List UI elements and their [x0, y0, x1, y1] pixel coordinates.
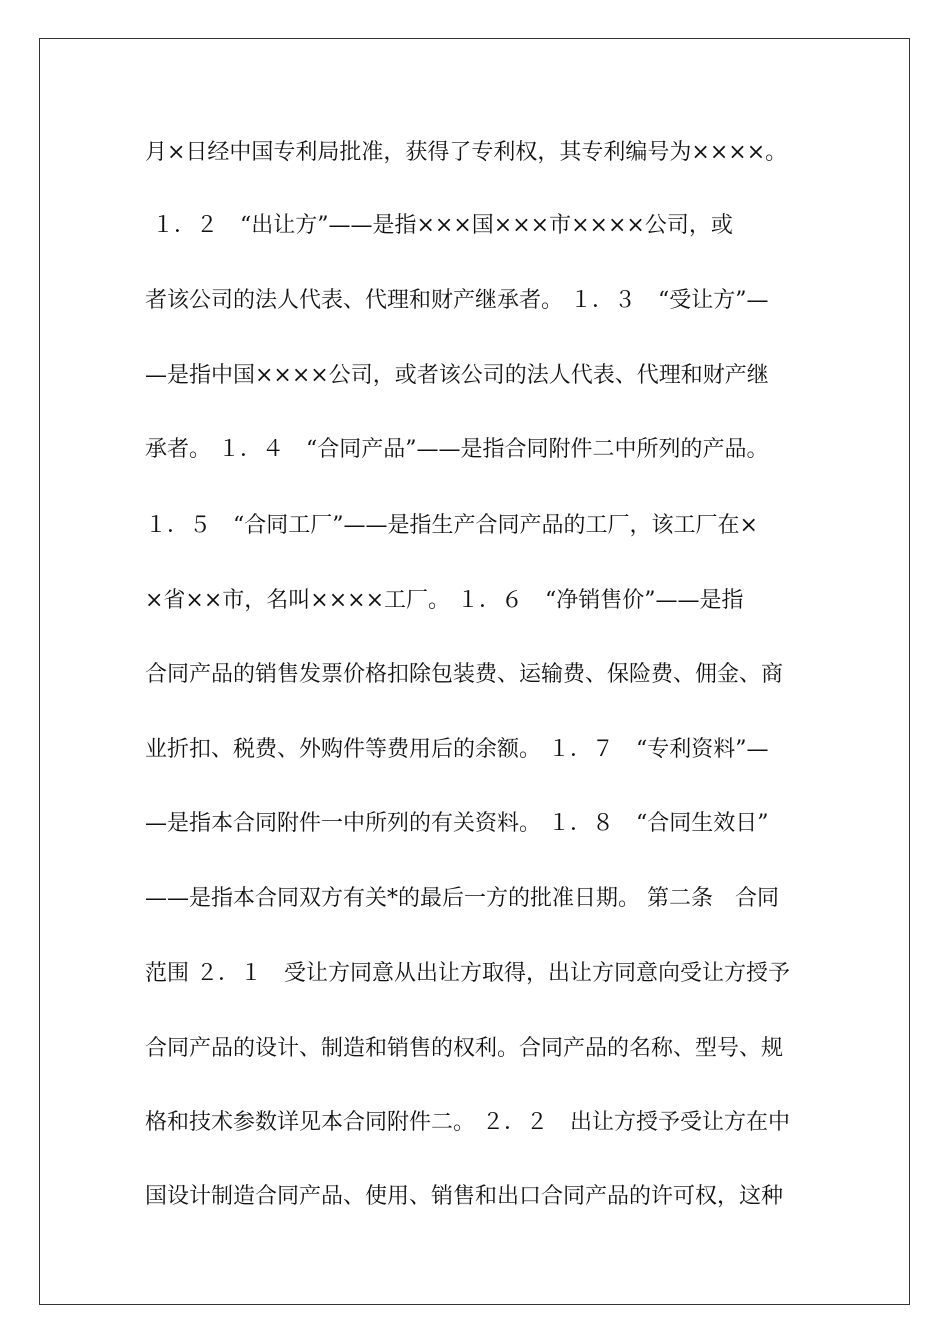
body-text-line: 者该公司的法人代表、代理和财产继承者。 １．３ “受让方”—	[145, 288, 769, 313]
body-text-line: 国设计制造合同产品、使用、销售和出口合同产品的许可权，这种	[145, 1184, 784, 1209]
body-text-line: 业折扣、税费、外购件等费用后的余额。 １．７ “专利资料”—	[145, 737, 769, 762]
body-text-line: 范围 ２．１ 受让方同意从出让方取得，出让方同意向受让方授予	[145, 961, 790, 986]
body-text-line: ——是指本合同双方有关*的最后一方的批准日期。 第二条 合同	[145, 886, 779, 911]
body-text-line: 月×日经中国专利局批准，获得了专利权，其专利编号为××××。	[145, 140, 788, 165]
body-text-line: 合同产品的设计、制造和销售的权利。合同产品的名称、型号、规	[145, 1036, 784, 1061]
body-text-line: —是指本合同附件一中所列的有关资料。 １．８ “合同生效日”	[145, 811, 769, 836]
body-text-line: １．５ “合同工厂”——是指生产合同产品的工厂，该工厂在×	[145, 513, 758, 538]
body-text-line: 格和技术参数详见本合同附件二。 ２．２ 出让方授予受让方在中	[145, 1110, 790, 1135]
body-text-line: 合同产品的销售发票价格扣除包装费、运输费、保险费、佣金、商	[145, 662, 784, 687]
body-text-line: ×省××市，名叫××××工厂。 １．６ “净销售价”——是指	[145, 588, 744, 613]
body-text-line: —是指中国××××公司，或者该公司的法人代表、代理和财产继	[145, 363, 769, 388]
body-text-line: １．２ “出让方”——是指×××国×××市××××公司，或	[145, 213, 733, 238]
body-text-line: 承者。 １．４ “合同产品”——是指合同附件二中所列的产品。	[145, 437, 769, 462]
